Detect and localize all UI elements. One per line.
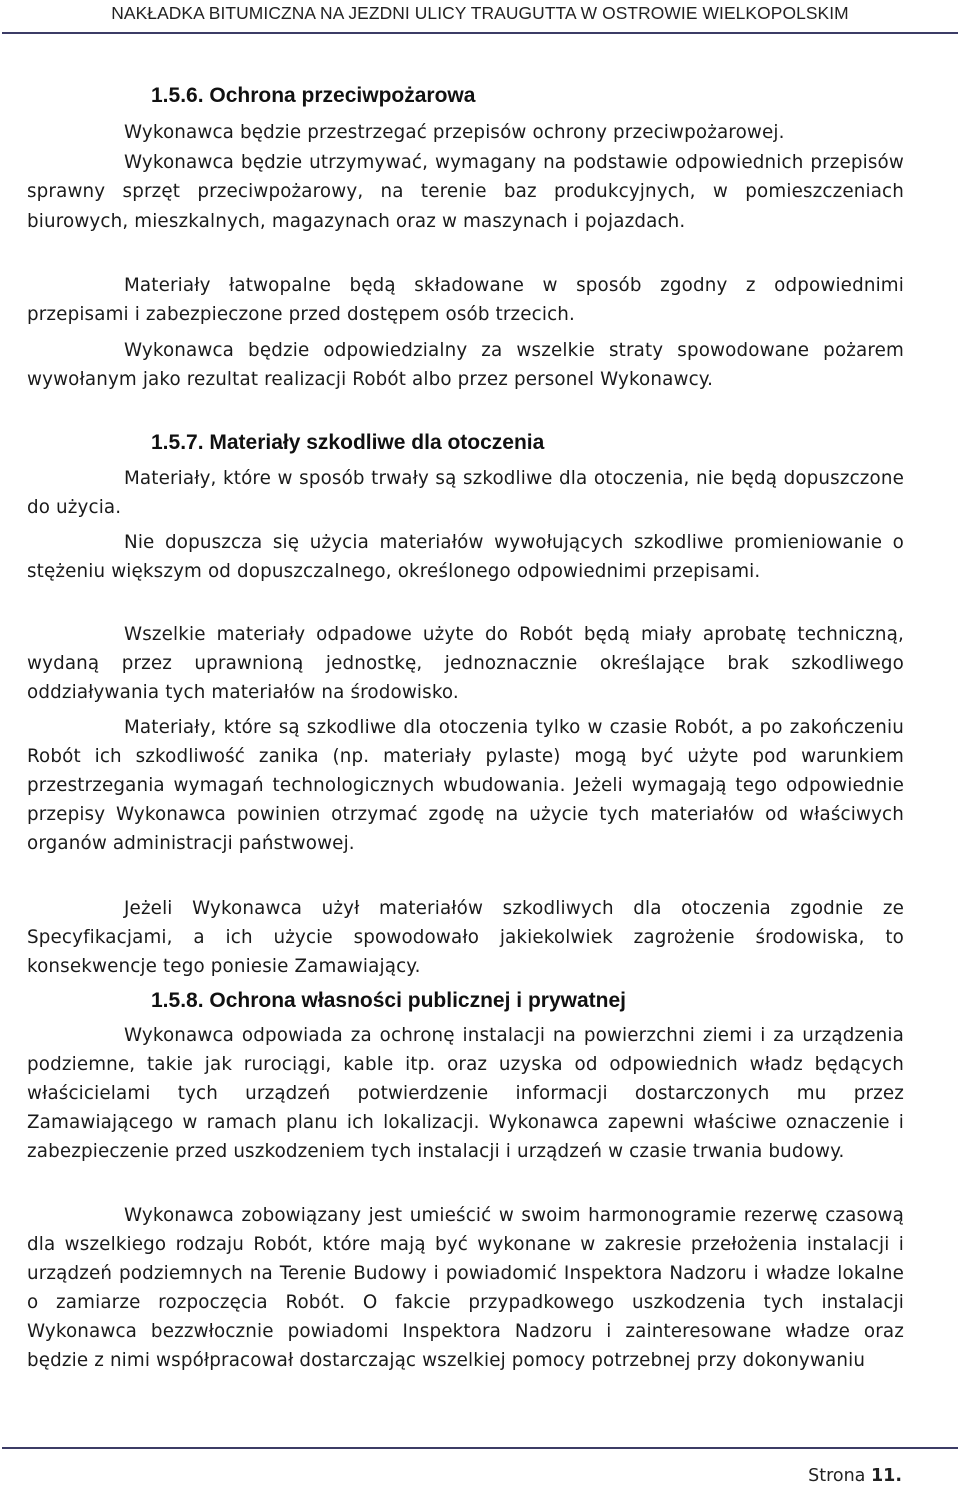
- paragraph: Wszelkie materiały odpadowe użyte do Robót będą miały aprobatę techniczną, wydaną przez uprawnioną jednostkę, jednoznacznie określające brak szkodliwego oddziaływania tych materiałów na środowisko.: [27, 624, 904, 703]
- paragraph: Wykonawca będzie odpowiedzialny za wszelkie straty spowodowane pożarem wywołanym jako rezultat realizacji Robót albo przez personel Wykonawcy.: [27, 340, 904, 390]
- page-number: 11.: [870, 1466, 902, 1486]
- paragraph: Materiały, które są szkodliwe dla otoczenia tylko w czasie Robót, a po zakończeniu Robót ich szkodliwość zanika (np. materiały pylaste) mogą być użyte pod warunkiem przestrzegania wymagań technologicznych wbudowania. Jeżeli wymagają tego odpowiednie przepisy Wykonawca powinien otrzymać zgodę na użycie tych materiałów od właściwych organów administracji państwowej.: [27, 717, 904, 854]
- paragraph: Wykonawca będzie przestrzegać przepisów ochrony przeciwpożarowej.: [124, 122, 785, 143]
- paragraph: Wykonawca zobowiązany jest umieścić w swoim harmonogramie rezerwę czasową dla wszelkiego rodzaju Robót, które mają być wykonane w zakresie przełożenia instalacji i urządzeń podziemnych na Terenie Budowy i powiadomić Inspektora Nadzoru i władze lokalne o zamiarze rozpoczęcia Robót. O fakcie przypadkowego uszkodzenia tych instalacji Wykonawca bezzwłocznie powiadomi Inspektora Nadzoru i zainteresowane władze oraz będzie z nimi współpracował dostarczając wszelkiej pomocy potrzebnej przy dokonywaniu: [27, 1205, 904, 1371]
- paragraph: Nie dopuszcza się użycia materiałów wywołujących szkodliwe promieniowanie o stężeniu większym od dopuszczalnego, określonego odpowiednimi przepisami.: [27, 532, 904, 582]
- paragraph: Jeżeli Wykonawca użył materiałów szkodliwych dla otoczenia zgodnie ze Specyfikacjami, a ich użycie spowodowało jakiekolwiek zagrożenie środowiska, to konsekwencje tego poniesie Zamawiający.: [27, 898, 904, 977]
- page-footer: [808, 1465, 902, 1487]
- paragraph: Materiały, które w sposób trwały są szkodliwe dla otoczenia, nie będą dopuszczone do użycia.: [27, 468, 904, 518]
- paragraph: Wykonawca odpowiada za ochronę instalacji na powierzchni ziemi i za urządzenia podziemne, takie jak rurociągi, kable itp. oraz uzyska od odpowiednich władz będących właścicielami tych urządzeń potwierdzenie informacji dostarczonych mu przez Zamawiającego w ramach planu ich lokalizacji. Wykonawca zapewni właściwe oznaczenie i zabezpieczenie przed uszkodzeniem tych instalacji i urządzeń w czasie trwania budowy.: [27, 1025, 904, 1162]
- running-header: NAKŁADKA BITUMICZNA NA JEZDNI ULICY TRAUGUTTA W OSTROWIE WIELKOPOLSKIM: [111, 3, 849, 23]
- paragraph: Wykonawca będzie utrzymywać, wymagany na podstawie odpowiednich przepisów sprawny sprzęt przeciwpożarowy, na terenie baz produkcyjnych, w pomieszczeniach biurowych, mieszkalnych, magazynach oraz w maszynach i pojazdach.: [27, 152, 904, 232]
- paragraph: Materiały łatwopalne będą składowane w sposób zgodny z odpowiednimi przepisami i zabezpieczone przed dostępem osób trzecich.: [27, 275, 904, 325]
- section-heading-1-5-6: 1.5.6. Ochrona przeciwpożarowa: [151, 84, 476, 107]
- page-label: Strona: [808, 1466, 866, 1486]
- footer-divider: [2, 1447, 958, 1449]
- section-heading-1-5-8: 1.5.8. Ochrona własności publicznej i prywatnej: [151, 989, 626, 1012]
- header-divider: [2, 32, 958, 34]
- section-heading-1-5-7: 1.5.7. Materiały szkodliwe dla otoczenia: [151, 431, 545, 454]
